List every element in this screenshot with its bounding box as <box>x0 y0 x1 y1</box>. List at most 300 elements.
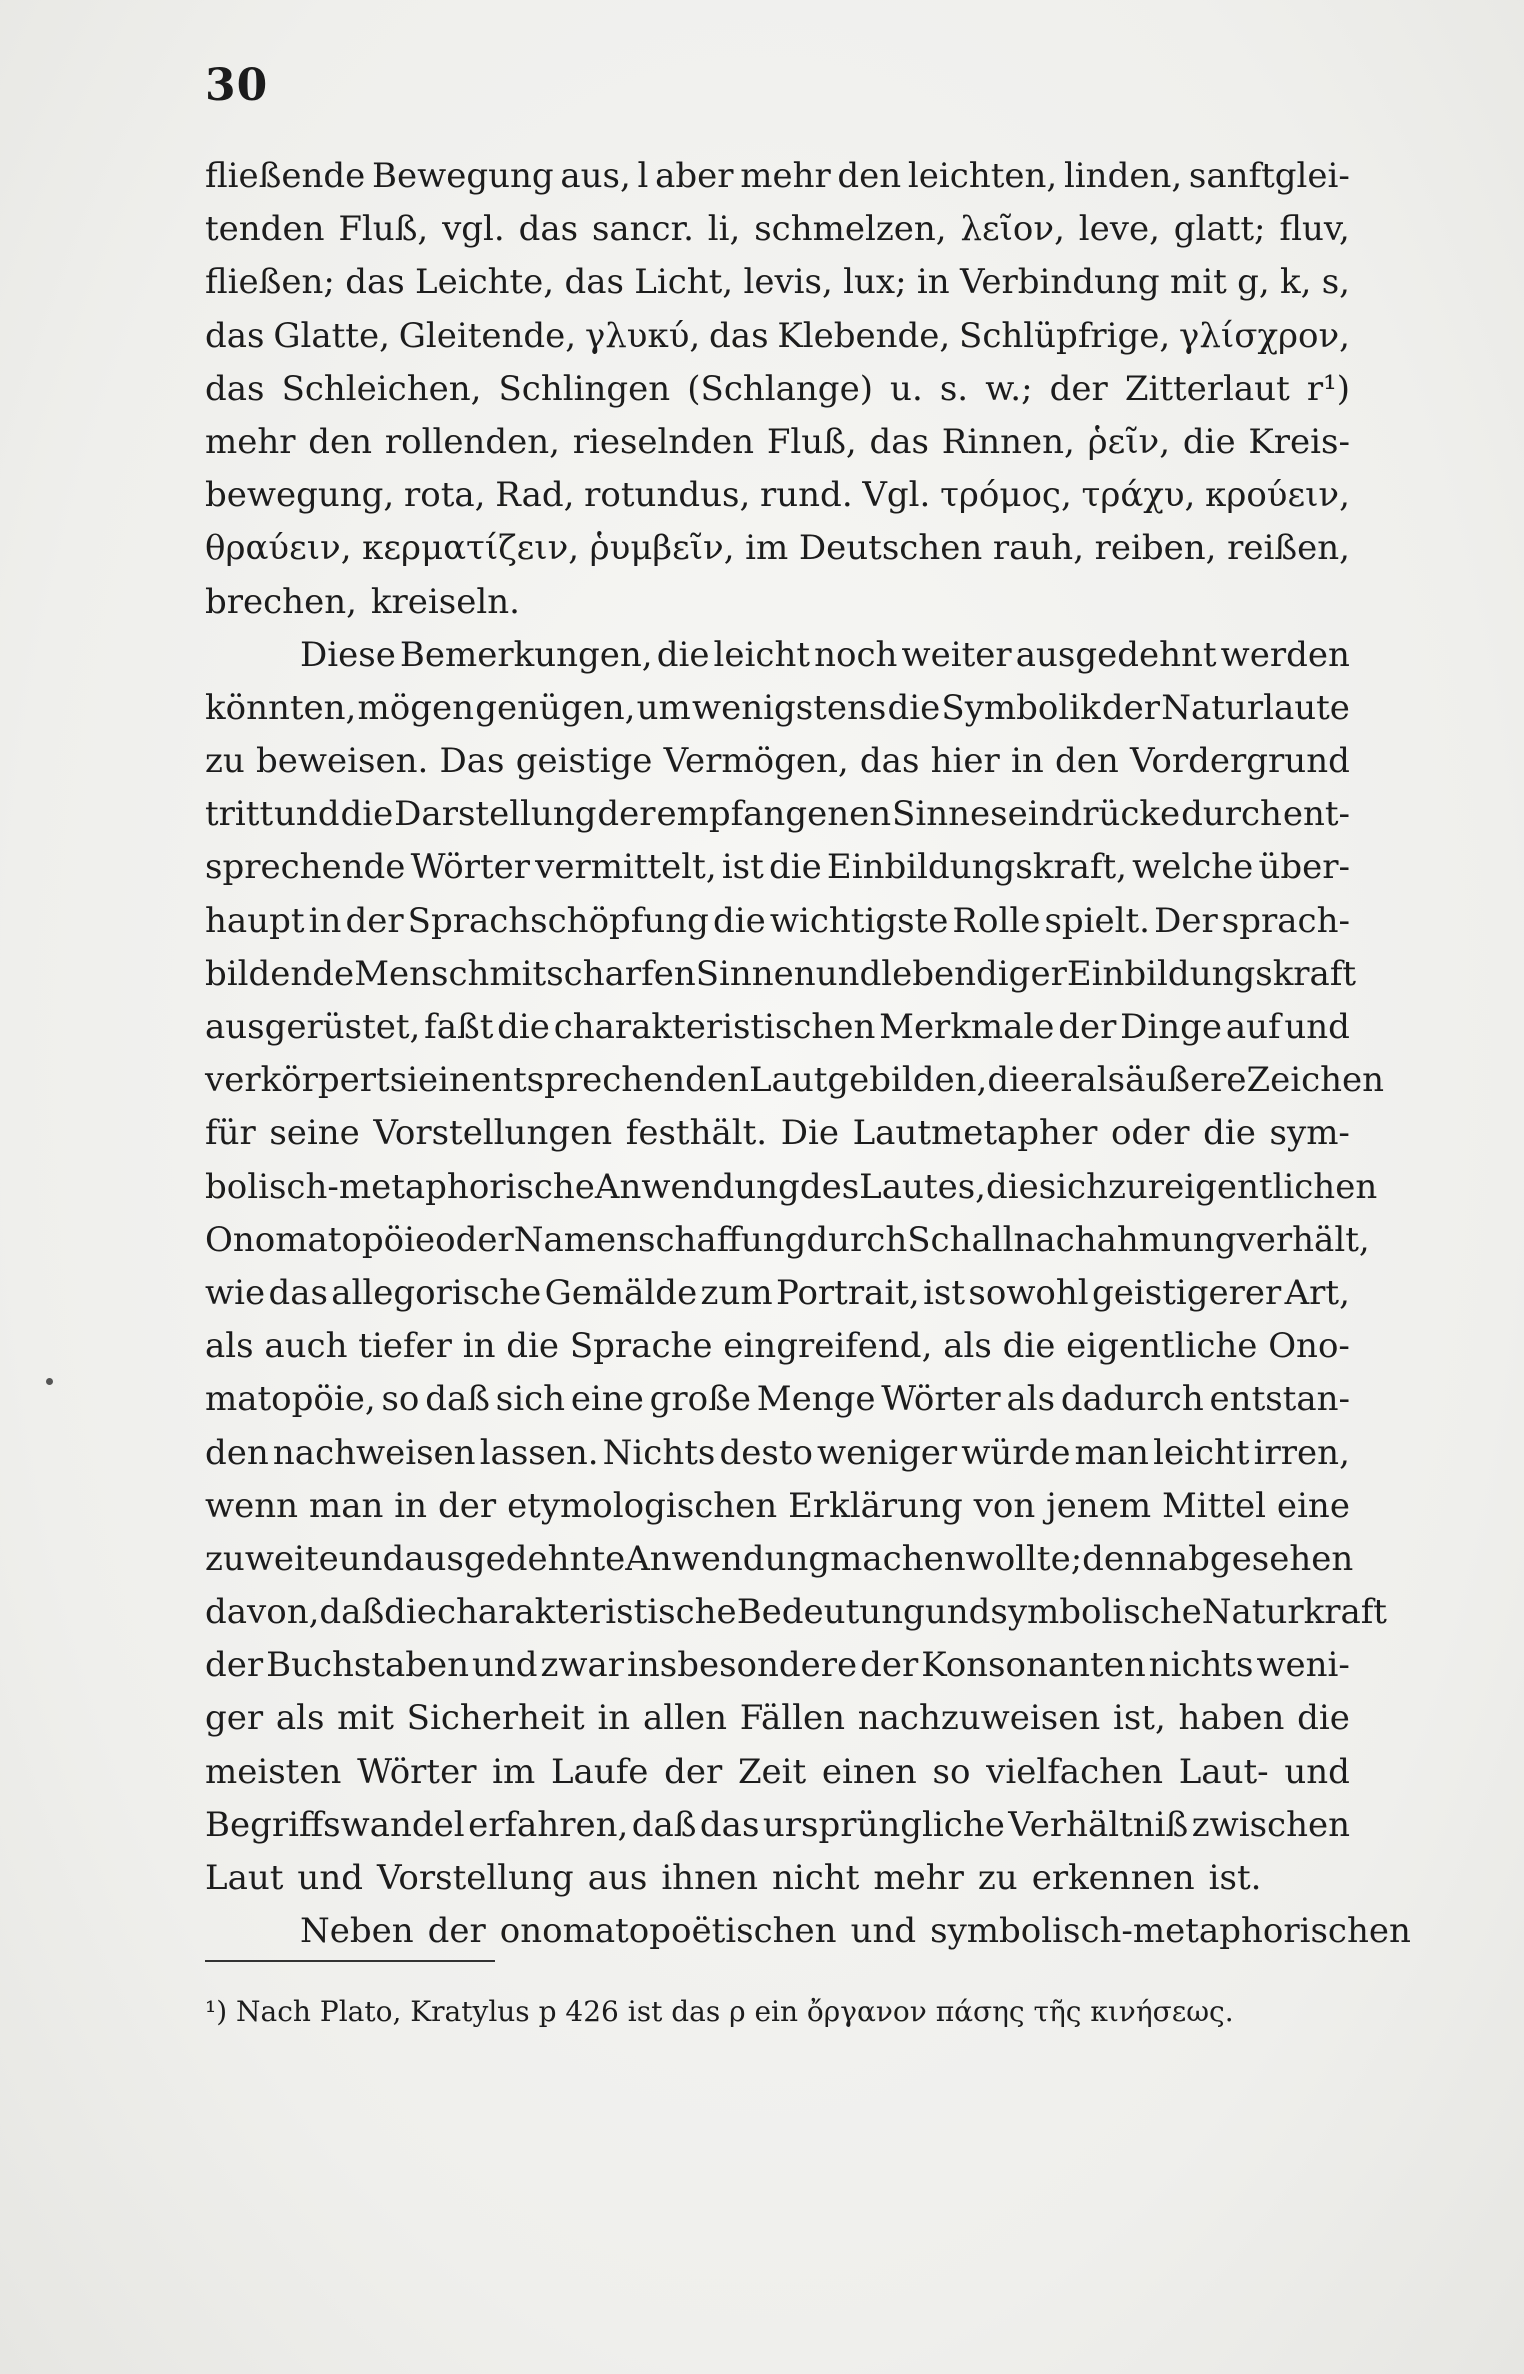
word: mit <box>1169 262 1227 303</box>
word: Vgl. <box>862 475 931 516</box>
word: symbolische <box>990 1592 1202 1633</box>
word: davon, <box>205 1592 320 1633</box>
word: mögen <box>357 687 475 728</box>
word: eigentlichen <box>1164 1166 1378 1207</box>
word: das <box>709 315 769 356</box>
word: desto <box>719 1432 813 1473</box>
word: (Schlange) <box>687 368 873 409</box>
text-line <box>205 1001 1350 1054</box>
word: man <box>308 1485 384 1526</box>
word: als <box>1006 1379 1056 1420</box>
word: Fluß, <box>338 209 429 250</box>
word: kreiseln. <box>370 581 520 622</box>
word: r¹) <box>1306 368 1350 409</box>
word: oder <box>435 1219 514 1260</box>
word: Begriffswandel <box>205 1804 465 1845</box>
word: sprach- <box>1221 900 1350 941</box>
word: zwischen <box>1191 1804 1350 1845</box>
word: charakteristischen <box>553 1007 876 1047</box>
word: geistigerer <box>1092 1272 1282 1313</box>
word: Mittel <box>1161 1485 1266 1526</box>
text-line <box>205 1639 1350 1692</box>
word: festhält. <box>625 1113 768 1154</box>
text-line <box>205 735 1350 788</box>
text-line <box>205 1427 1350 1480</box>
word: und <box>274 794 340 835</box>
word: der <box>427 1911 486 1952</box>
word: w.; <box>985 368 1033 409</box>
word: zwar <box>540 1645 625 1686</box>
word: Menge <box>756 1379 876 1420</box>
word: ihnen <box>661 1858 758 1898</box>
word: Bemerkungen, <box>399 634 653 675</box>
word: jenem <box>1046 1485 1152 1526</box>
word: s, <box>1321 262 1350 303</box>
word: im <box>745 528 789 569</box>
word: Wörter <box>881 1379 1001 1420</box>
body-text <box>205 150 1411 1958</box>
word: mehr <box>740 156 831 196</box>
word: Schallnachahmung <box>907 1219 1237 1260</box>
word: der <box>597 794 656 835</box>
word: rieselnden <box>572 421 755 462</box>
text-line <box>205 1746 1350 1799</box>
word: Lautes, <box>859 1166 986 1207</box>
word: onomatopoëtischen <box>499 1911 837 1952</box>
word: und <box>924 1592 991 1633</box>
word: als <box>1076 1060 1126 1101</box>
word: mit <box>489 953 547 994</box>
word: Symbolik <box>941 687 1101 728</box>
word: haupt <box>205 900 305 941</box>
footnote-separator <box>205 1960 495 1962</box>
word: Ono- <box>1268 1326 1350 1367</box>
word: aus, <box>560 156 631 196</box>
word: reißen, <box>1227 528 1350 569</box>
word: Laufe <box>550 1751 649 1792</box>
word: ῥεῖν, <box>1087 421 1171 462</box>
word: der <box>860 1645 919 1686</box>
word: Sinnen <box>695 953 816 994</box>
word: auch <box>264 1326 348 1367</box>
word: Diese <box>300 634 396 675</box>
text-line <box>205 895 1350 948</box>
word: tenden <box>205 209 325 250</box>
word: aus <box>587 1858 648 1898</box>
word: in <box>438 1060 471 1101</box>
word: die <box>887 687 941 728</box>
word: Rinnen, <box>941 421 1075 462</box>
word: Schlingen <box>498 368 671 409</box>
word: zu <box>977 1858 1018 1898</box>
word: Bewegung <box>372 156 554 196</box>
word: li, <box>707 209 741 250</box>
word: tiefer <box>358 1326 452 1367</box>
word: lebendiger <box>881 953 1067 994</box>
word: haben <box>1178 1698 1285 1739</box>
text-line <box>205 1905 1411 1958</box>
text-line <box>205 416 1350 469</box>
word: matopöie, <box>205 1379 376 1420</box>
word: zur <box>1108 1166 1165 1207</box>
word: symbolisch-metaphorischen <box>930 1911 1411 1952</box>
word: Gemälde <box>544 1272 698 1313</box>
word: die <box>656 634 710 675</box>
word: die <box>987 1060 1041 1101</box>
word: Naturkraft <box>1201 1592 1387 1633</box>
text-line <box>205 1373 1350 1426</box>
word: wenigstens <box>691 687 887 728</box>
word: Vermögen, <box>663 741 849 782</box>
text-line <box>205 150 1350 203</box>
word: eine <box>1276 1485 1350 1526</box>
word: er <box>1040 1060 1077 1101</box>
word: durch <box>806 1219 908 1260</box>
word: wie <box>205 1272 266 1313</box>
word: noch <box>814 634 898 675</box>
word: der <box>345 900 404 941</box>
word: das <box>518 209 579 250</box>
word: lux; <box>843 262 907 303</box>
word: der <box>438 1485 497 1526</box>
word: Merkmale <box>879 1007 1055 1047</box>
word: Nichts <box>602 1432 716 1473</box>
word: sprechende <box>205 847 406 888</box>
word: scharfen <box>546 953 696 994</box>
word: Vordergrund <box>1130 741 1350 782</box>
word: Sinneseindrücke <box>892 794 1181 835</box>
word: erkennen <box>1031 1858 1195 1898</box>
word: u. <box>890 368 923 409</box>
text-line <box>205 1692 1350 1745</box>
word: γλίσχρον, <box>1179 315 1350 356</box>
word: fließende <box>205 156 366 196</box>
word: verhält, <box>1236 1219 1370 1260</box>
word: das <box>564 262 624 303</box>
word: rotundus, <box>584 475 751 516</box>
word: ist <box>721 847 764 888</box>
text-line <box>205 1320 1350 1373</box>
text-line <box>205 682 1350 735</box>
word: Vorstellung <box>376 1858 574 1898</box>
word: und <box>850 1911 917 1952</box>
word: Naturlaute <box>1161 687 1350 728</box>
word: ent- <box>1282 794 1350 835</box>
word: tritt <box>205 794 274 835</box>
word: entstan- <box>1209 1379 1350 1420</box>
word: zu <box>205 1538 245 1579</box>
word: leicht <box>1153 1432 1250 1473</box>
word: Licht, <box>634 262 734 303</box>
word: mit <box>337 1698 394 1739</box>
text-line <box>205 469 1350 522</box>
word: um <box>636 687 691 728</box>
word: daß <box>425 1379 490 1420</box>
word: k, <box>1279 262 1312 303</box>
word: leicht <box>713 634 811 675</box>
word: das <box>268 1272 328 1313</box>
word: für <box>205 1113 256 1154</box>
word: der <box>1101 687 1161 728</box>
word: ist. <box>1208 1858 1262 1898</box>
word: brechen, <box>205 581 357 622</box>
word: das <box>205 315 265 356</box>
word: Anwendung <box>594 1166 800 1207</box>
word: Einbildungskraft <box>1066 953 1357 994</box>
word: machen <box>830 1538 966 1579</box>
word: g, <box>1237 262 1270 303</box>
word: den <box>205 1432 269 1473</box>
word: sie <box>389 1060 439 1101</box>
word: Mensch <box>354 953 490 994</box>
word: über- <box>1258 847 1350 888</box>
word: im <box>492 1751 536 1792</box>
text-line <box>205 1533 1354 1586</box>
word: vgl. <box>442 209 505 250</box>
word: Laut- <box>1178 1751 1269 1792</box>
word: Zeit <box>737 1751 807 1792</box>
word: als <box>205 1326 254 1367</box>
word: beweisen. <box>256 741 429 782</box>
word: rund. <box>760 475 853 516</box>
word: genügen, <box>475 687 636 728</box>
word: ursprüngliche <box>762 1804 1005 1845</box>
word: Laut <box>205 1858 284 1898</box>
word: ausgedehnte <box>404 1538 626 1579</box>
word: γλυκύ, <box>584 315 701 356</box>
word: der <box>1058 1007 1117 1047</box>
word: Leichte, <box>415 262 555 303</box>
word: Dinge <box>1120 1007 1223 1047</box>
word: des <box>799 1166 860 1207</box>
text-line <box>205 629 1350 682</box>
word: Das <box>439 741 505 782</box>
word: rota, <box>403 475 486 516</box>
word: Fluß, <box>766 421 857 462</box>
word: so <box>381 1379 420 1420</box>
word: die <box>985 1166 1039 1207</box>
word: die <box>340 794 394 835</box>
word: ausgedehnt <box>1015 634 1217 675</box>
word: den <box>308 421 373 462</box>
text-line <box>205 1799 1350 1852</box>
word: weni- <box>1256 1645 1350 1686</box>
text-line <box>205 522 1350 575</box>
word: erfahren, <box>468 1804 629 1845</box>
word: κρούειν, <box>1205 475 1350 516</box>
footnote: ¹) Nach Plato, Kratylus p 426 ist das ρ ein ὄργανον πάσης τῆς κινήσεως. <box>205 1995 1234 2028</box>
word: ist <box>923 1272 966 1313</box>
word: abgesehen <box>1167 1538 1354 1579</box>
word: glatt; <box>1173 209 1266 250</box>
word: in <box>916 262 950 303</box>
word: und <box>297 1858 363 1898</box>
word: empfangenen <box>656 794 892 835</box>
word: äußere <box>1125 1060 1247 1101</box>
word: levis, <box>743 262 833 303</box>
word: von <box>973 1485 1036 1526</box>
word: in <box>308 900 342 941</box>
word: meisten <box>205 1751 342 1792</box>
word: die <box>497 1007 550 1047</box>
word: Sicherheit <box>406 1698 585 1739</box>
word: weniger <box>817 1432 958 1473</box>
word: reiben, <box>1094 528 1217 569</box>
word: wenn <box>205 1485 299 1526</box>
word: hier <box>930 741 1000 782</box>
word: in <box>597 1698 631 1739</box>
word: geistige <box>515 741 653 782</box>
word: Sprachschöpfung <box>407 900 709 941</box>
word: Verbindung <box>959 262 1160 303</box>
word: weiter <box>901 634 1012 675</box>
word: Gleitende, <box>398 315 577 356</box>
word: Portrait, <box>775 1272 920 1313</box>
word: und <box>1284 1007 1350 1047</box>
text-line <box>205 1054 1385 1107</box>
word: Zitterlaut <box>1124 368 1290 409</box>
word: linden, <box>1063 156 1183 196</box>
word: ist, <box>1112 1698 1166 1739</box>
text-line <box>205 363 1350 416</box>
word: spielt. <box>1044 900 1150 941</box>
word: werden <box>1220 634 1350 675</box>
word: Vorstellungen <box>373 1113 613 1154</box>
word: eine <box>570 1379 644 1420</box>
word: seine <box>269 1113 360 1154</box>
word: Einbildungskraft, <box>826 847 1127 888</box>
word: man <box>1074 1432 1149 1473</box>
word: den <box>1054 741 1119 782</box>
word: faßt <box>424 1007 494 1047</box>
word: sich <box>495 1379 566 1420</box>
word: Glatte, <box>273 315 390 356</box>
word: Rolle <box>952 900 1041 941</box>
word: Klebende, <box>777 315 951 356</box>
word: ῥυμβεῖν, <box>589 528 735 569</box>
word: und <box>815 953 882 994</box>
word: der <box>664 1751 723 1792</box>
word: und <box>1284 1751 1350 1792</box>
word: könnten, <box>205 687 357 728</box>
word: l <box>637 156 649 196</box>
word: allen <box>642 1698 727 1739</box>
word: welche <box>1132 847 1254 888</box>
word: Der <box>1154 900 1218 941</box>
word: allegorische <box>331 1272 542 1313</box>
word: und <box>338 1538 405 1579</box>
word: Wörter <box>410 847 530 888</box>
margin-speck <box>46 1378 53 1385</box>
word: die <box>1203 1113 1256 1154</box>
word: schmelzen, <box>754 209 947 250</box>
word: die <box>1002 1326 1056 1367</box>
word: τράχυ, <box>1081 475 1196 516</box>
word: s. <box>939 368 969 409</box>
word: oder <box>1110 1113 1190 1154</box>
word: sanftglei- <box>1188 156 1350 196</box>
word: Verhältniß <box>1008 1804 1189 1845</box>
word: große <box>649 1379 751 1420</box>
word: Art, <box>1284 1272 1350 1313</box>
word: Onomatopöie <box>205 1219 436 1260</box>
page-number: 30 <box>205 60 269 111</box>
word: etymologischen <box>507 1485 778 1526</box>
word: sich <box>1038 1166 1108 1207</box>
word: Schlüpfrige, <box>959 315 1171 356</box>
word: wollte; <box>965 1538 1083 1579</box>
word: die <box>713 900 766 941</box>
word: in <box>462 1326 496 1367</box>
text-line <box>205 203 1350 256</box>
word: ausgerüstet, <box>205 1007 421 1047</box>
word: mehr <box>205 421 296 462</box>
word: Anwendung <box>625 1538 831 1579</box>
word: ger <box>205 1698 264 1739</box>
text-line <box>205 1214 1370 1267</box>
word: als <box>275 1698 325 1739</box>
text-line <box>205 1586 1387 1639</box>
word: insbesondere <box>627 1645 858 1686</box>
word: eingreifend, <box>723 1326 933 1367</box>
word: Deutschen <box>798 528 983 569</box>
word: θραύειν, <box>205 528 352 569</box>
text-line <box>205 310 1350 363</box>
word: das <box>869 421 929 462</box>
word: bolisch-metaphorische <box>205 1166 595 1207</box>
word: dadurch <box>1060 1379 1204 1420</box>
word: mehr <box>873 1858 964 1898</box>
word: λεῖον, <box>960 209 1065 250</box>
word: zu <box>205 741 245 782</box>
word: denn <box>1082 1538 1168 1579</box>
word: durch <box>1181 794 1282 835</box>
text-line <box>205 841 1350 894</box>
text-line <box>205 1107 1350 1160</box>
word: bewegung, <box>205 475 395 516</box>
word: Sprache <box>569 1326 713 1367</box>
word: vermittelt, <box>535 847 717 888</box>
word: τρόμος, <box>940 475 1072 516</box>
word: fließen; <box>205 262 335 303</box>
word: nachweisen <box>272 1432 476 1473</box>
word: Die <box>780 1113 839 1154</box>
word: Erklärung <box>788 1485 963 1526</box>
text-line <box>205 1480 1350 1533</box>
word: Bedeutung <box>736 1592 925 1633</box>
text-line <box>205 1267 1350 1320</box>
word: das <box>699 1804 760 1845</box>
word: Namenschaffung <box>513 1219 807 1260</box>
word: würde <box>961 1432 1071 1473</box>
word: Konsonanten <box>921 1645 1146 1686</box>
word: die <box>768 847 822 888</box>
word: rollenden, <box>384 421 560 462</box>
word: Lautmetapher <box>852 1113 1098 1154</box>
word: einen <box>821 1751 917 1792</box>
word: leve, <box>1078 209 1160 250</box>
word: wichtigste <box>769 900 949 941</box>
text-line <box>205 948 1357 1001</box>
word: die <box>506 1326 560 1367</box>
word: bildende <box>205 953 355 994</box>
word: Schleichen, <box>281 368 482 409</box>
word: in <box>394 1485 428 1526</box>
word: sancr. <box>591 209 694 250</box>
word: aber <box>655 156 734 196</box>
word: Neben <box>300 1911 414 1952</box>
word: charakteristische <box>436 1592 737 1633</box>
